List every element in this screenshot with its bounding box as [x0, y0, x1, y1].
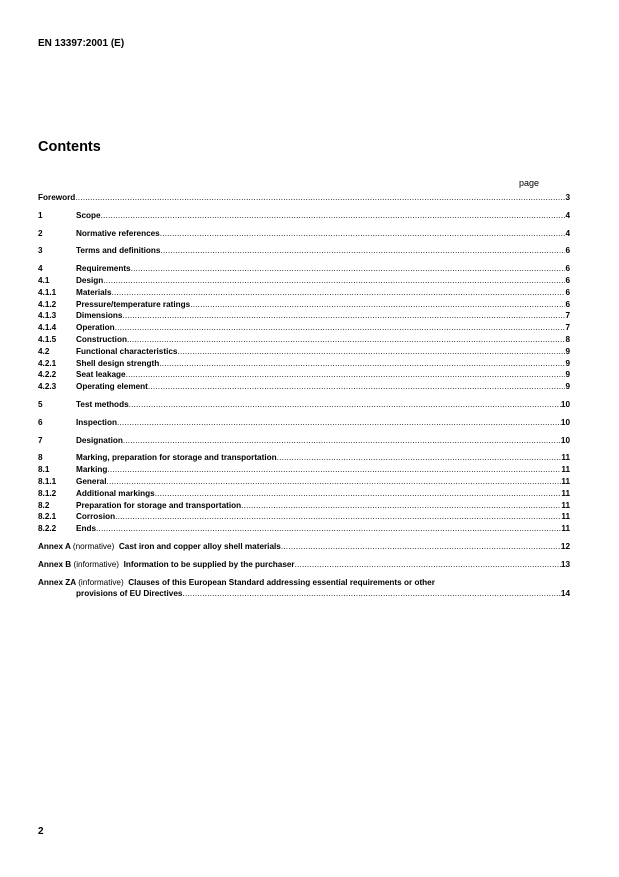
toc-entry[interactable] [38, 346, 570, 358]
toc-entry-number: 4.2.3 [38, 382, 57, 392]
toc-entry[interactable] [38, 500, 570, 512]
toc-entry-page: 11 [561, 488, 570, 498]
toc-entry-page: 11 [561, 465, 570, 475]
toc-entry[interactable] [38, 192, 570, 204]
toc-entry[interactable] [38, 511, 570, 523]
annex-title: Information to be supplied by the purchaser [123, 559, 295, 569]
dot-leader [155, 488, 562, 500]
dot-leader [295, 559, 561, 571]
toc-entry[interactable] [38, 275, 570, 287]
toc-entry-page: 11 [561, 453, 570, 463]
dot-leader [117, 417, 561, 429]
toc-entry-title: Foreword [38, 193, 76, 202]
toc-entry-page: 6 [565, 275, 570, 285]
toc-entry[interactable] [38, 417, 570, 429]
dot-leader [241, 500, 561, 512]
toc-entry-title: Construction [76, 334, 127, 344]
annex-heading [38, 559, 295, 571]
toc-entry-number: 4.1 [38, 275, 50, 285]
dot-leader [281, 541, 561, 553]
dot-leader [101, 210, 566, 222]
dot-leader [75, 192, 565, 204]
toc-annex-entry[interactable] [38, 559, 570, 571]
toc-entry-title: Materials [76, 287, 112, 297]
toc-entry-number: 4.1.4 [38, 323, 57, 333]
toc-entry-number: 1 [38, 210, 43, 220]
dot-leader [107, 464, 561, 476]
toc-entry-number: 3 [38, 246, 43, 256]
toc-annex-entry[interactable] [38, 577, 570, 589]
annex-label: Annex B [38, 559, 72, 569]
toc-entry-page: 10 [560, 435, 570, 445]
toc-annex-entry[interactable] [38, 541, 570, 553]
dot-leader [126, 369, 566, 381]
toc-entry-title: Designation [76, 435, 123, 445]
toc-entry-title: Additional markings [76, 488, 155, 498]
toc-entry[interactable] [38, 476, 570, 488]
toc-entry-number: 4.1.3 [38, 311, 57, 321]
toc-entry-page: 11 [561, 512, 570, 522]
toc-entry[interactable] [38, 399, 570, 411]
toc-entry[interactable] [38, 464, 570, 476]
toc-entry-title: Terms and definitions [76, 246, 161, 256]
dot-leader [115, 511, 561, 523]
page-column-label: page [519, 178, 540, 188]
toc-entry[interactable] [38, 358, 570, 370]
toc-entry[interactable] [38, 452, 570, 464]
page-number: 2 [38, 826, 44, 837]
toc-entry-page: 11 [561, 524, 570, 534]
toc-entry-page: 9 [565, 358, 570, 368]
toc-entry-page: 12 [560, 541, 570, 551]
toc-entry-number: 2 [38, 228, 43, 238]
dot-leader [127, 334, 565, 346]
toc-entry-title: Marking, preparation for storage and transportation [76, 453, 277, 463]
dot-leader [160, 245, 565, 257]
toc-entry-number: 4.2 [38, 346, 50, 356]
toc-entry-page: 3 [565, 193, 570, 202]
dot-leader [103, 275, 565, 287]
toc-entry-page: 10 [560, 417, 570, 427]
toc-annex-entry-continuation[interactable] [38, 588, 570, 600]
dot-leader [112, 287, 566, 299]
toc-entry-page: 6 [565, 299, 570, 309]
toc-entry-page: 13 [560, 559, 570, 569]
toc-entry-page: 6 [565, 246, 570, 256]
toc-entry[interactable] [38, 245, 570, 257]
toc-entry-number: 6 [38, 417, 43, 427]
toc-entry-title: Test methods [76, 399, 129, 409]
document-header: EN 13397:2001 (E) [38, 38, 125, 49]
dot-leader [190, 299, 565, 311]
toc-entry-page: 8 [565, 334, 570, 344]
toc-entry-number: 8.1.2 [38, 488, 57, 498]
toc-entry-title: Ends [76, 524, 97, 534]
toc-entry-number: 4.2.2 [38, 370, 57, 380]
toc-entry-number: 4.1.5 [38, 334, 57, 344]
toc-entry-page: 4 [565, 210, 570, 220]
dot-leader [277, 452, 562, 464]
toc-entry-number: 5 [38, 399, 43, 409]
toc-entry-title: Seat leakage [76, 370, 126, 380]
toc-entry-number: 4.2.1 [38, 358, 57, 368]
toc-entry[interactable] [38, 488, 570, 500]
toc-entry-number: 7 [38, 435, 43, 445]
dot-leader [123, 435, 561, 447]
toc-entry-page: 9 [565, 346, 570, 356]
dot-leader [159, 358, 565, 370]
toc-entry[interactable] [38, 435, 570, 447]
toc-entry-title: Preparation for storage and transportation [76, 500, 242, 510]
toc-entry[interactable] [38, 263, 570, 275]
toc-entry-title: Normative references [76, 228, 160, 238]
toc-entry-page: 4 [565, 228, 570, 238]
dot-leader [148, 381, 566, 393]
toc-entry-number: 4 [38, 264, 43, 274]
toc-entry-title: Operating element [76, 382, 148, 392]
toc-entry-number: 8.2.2 [38, 524, 57, 534]
dot-leader [115, 322, 566, 334]
toc-entry-number: 8.1.1 [38, 476, 57, 486]
toc-entry-title: Scope [76, 210, 101, 220]
toc-entry-title: Requirements [76, 264, 131, 274]
toc-entry-page: 10 [560, 399, 570, 409]
toc-entry-title: Dimensions [76, 311, 123, 321]
annex-title: Clauses of this European Standard addressing essential requirements or other [128, 577, 435, 587]
toc-entry-page: 9 [565, 370, 570, 380]
toc-entry-title: Marking [76, 465, 108, 475]
toc-entry[interactable] [38, 334, 570, 346]
toc-entry[interactable] [38, 369, 570, 381]
dot-leader [122, 310, 565, 322]
annex-title: Cast iron and copper alloy shell materials [118, 541, 281, 551]
dot-leader [131, 263, 566, 275]
toc-entry-page: 11 [561, 500, 570, 510]
dot-leader [177, 346, 565, 358]
dot-leader [160, 228, 566, 240]
page-title: Contents [38, 139, 101, 155]
toc-entry-page: 11 [561, 476, 570, 486]
annex-kind: (normative) [72, 541, 115, 551]
toc-entry-title: Corrosion [76, 512, 116, 522]
toc-entry-number: 4.1.2 [38, 299, 57, 309]
annex-title-continued: provisions of EU Directives [76, 589, 183, 599]
toc-entry[interactable] [38, 381, 570, 393]
toc-entry-title: Pressure/temperature ratings [76, 299, 191, 309]
toc-entry-number: 8.1 [38, 465, 50, 475]
dot-leader [182, 588, 560, 600]
toc-entry[interactable] [38, 310, 570, 322]
toc-entry[interactable] [38, 228, 570, 240]
toc-entry[interactable] [38, 523, 570, 535]
toc-entry-title: Functional characteristics [76, 346, 178, 356]
toc-entry-title: General [76, 476, 107, 486]
annex-label: Annex ZA [38, 577, 76, 587]
annex-label: Annex A [38, 541, 71, 551]
toc-entry-page: 14 [560, 589, 570, 599]
toc-entry-page: 9 [565, 382, 570, 392]
toc-entry-title: Operation [76, 323, 115, 333]
toc-entry-page: 7 [565, 323, 570, 333]
dot-leader [107, 476, 562, 488]
toc-entry[interactable] [38, 287, 570, 299]
toc-entry-number: 8 [38, 453, 43, 463]
toc-entry-page: 6 [565, 264, 570, 274]
dot-leader [129, 399, 561, 411]
toc-entry-title: Inspection [76, 417, 117, 427]
toc-entry-number: 8.2.1 [38, 512, 57, 522]
annex-kind: (informative) [73, 559, 119, 569]
toc-entry-page: 7 [565, 311, 570, 321]
dot-leader [96, 523, 561, 535]
toc-entry-number: 4.1.1 [38, 287, 57, 297]
annex-heading [38, 541, 281, 553]
toc-entry-number: 8.2 [38, 500, 50, 510]
toc-entry-title: Shell design strength [76, 358, 160, 368]
toc-entry-page: 6 [565, 287, 570, 297]
toc-entry-title: Design [76, 275, 104, 285]
toc-entry[interactable] [38, 322, 570, 334]
annex-kind: (informative) [78, 577, 124, 587]
table-of-contents [38, 192, 570, 600]
annex-heading [38, 577, 435, 589]
toc-entry[interactable] [38, 210, 570, 222]
toc-entry[interactable] [38, 299, 570, 311]
